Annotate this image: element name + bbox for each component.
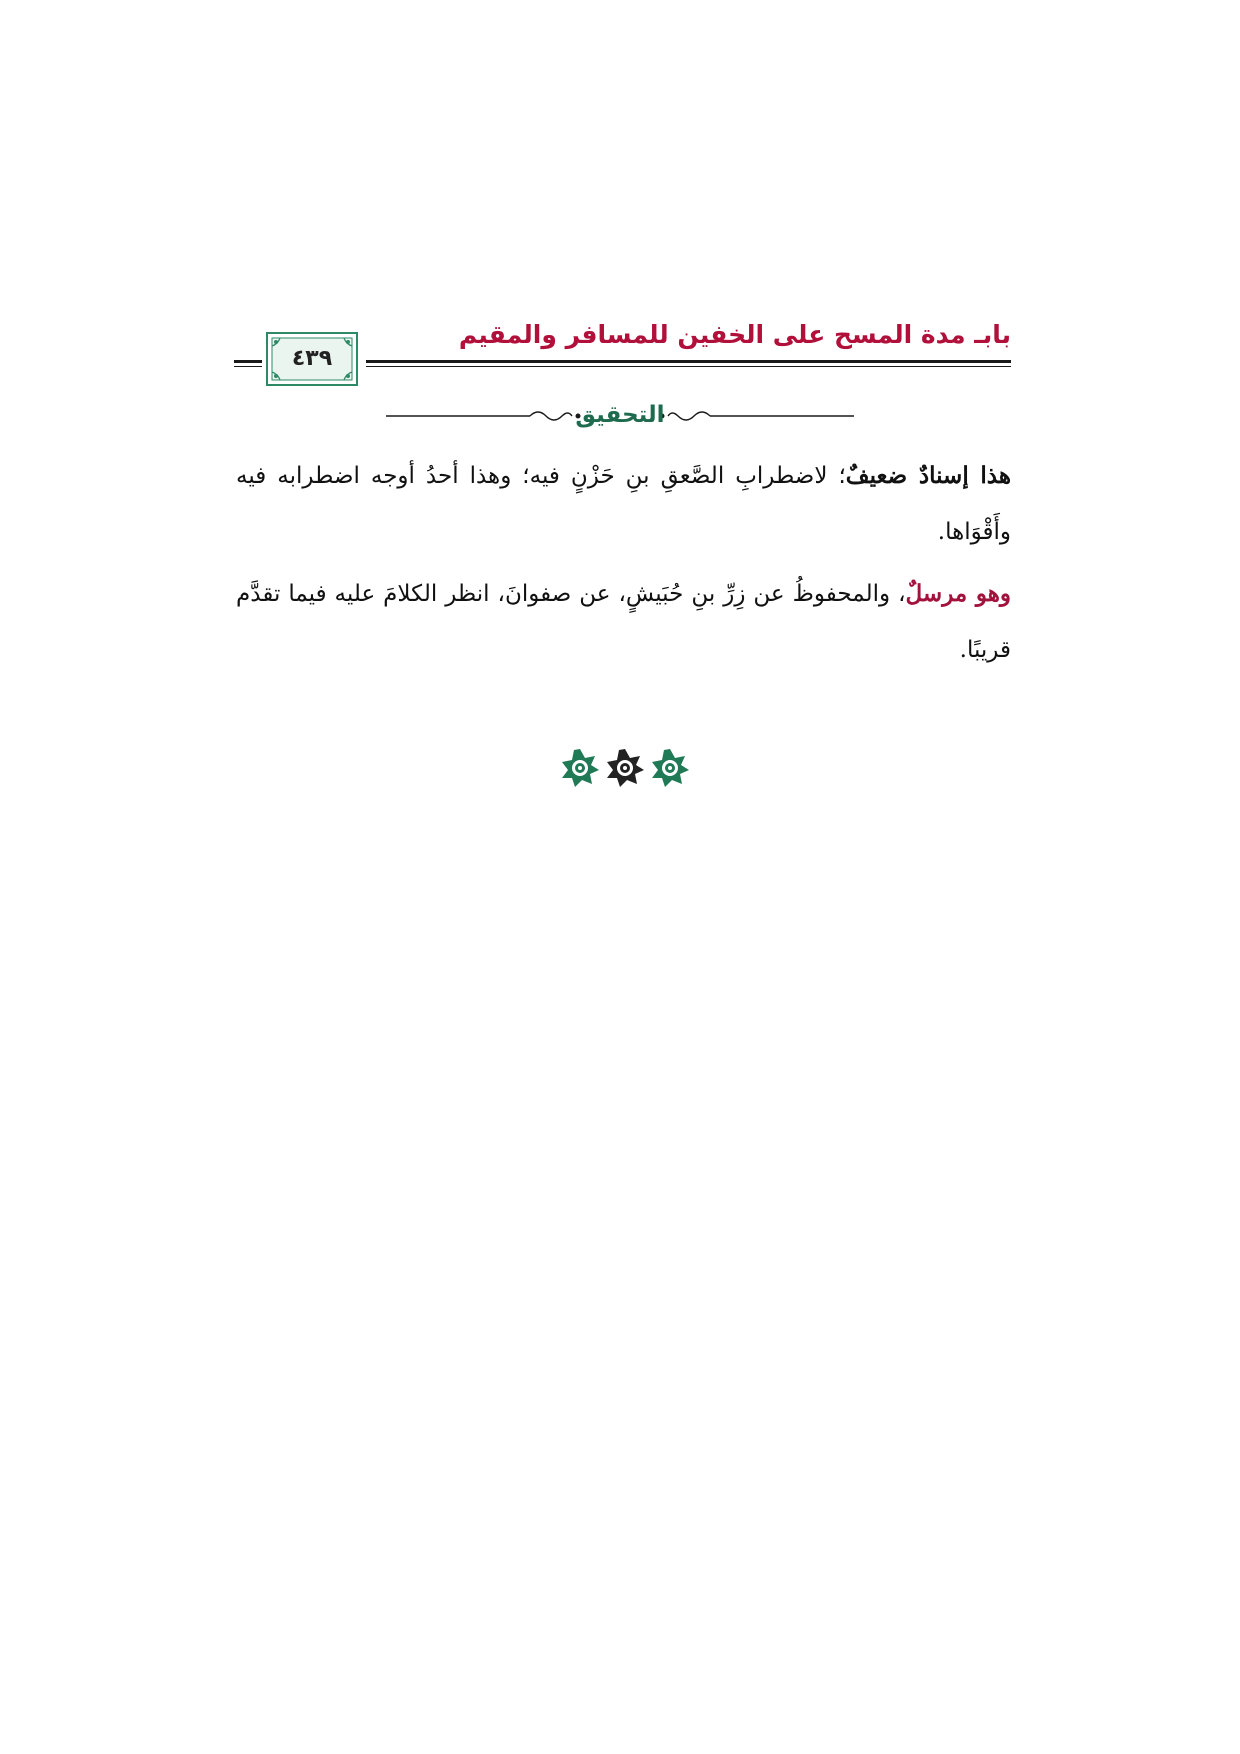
- section-end-ornaments: [560, 748, 690, 792]
- flower-ornament-icon: [560, 748, 600, 788]
- header-rule-thin: [366, 366, 1011, 367]
- paragraph-lead: هذا إسنادٌ ضعيفٌ: [845, 462, 1011, 489]
- header-rule-left-thick: [234, 360, 262, 363]
- section-heading: [380, 398, 860, 434]
- page-header: [234, 318, 1011, 390]
- paragraph: [236, 566, 1011, 678]
- header-rule-thick: [366, 360, 1011, 363]
- paragraph: [236, 448, 1011, 560]
- flower-ornament-icon: [650, 748, 690, 788]
- paragraph-text: ؛ لاضطرابِ الصَّعقِ بنِ حَزْنٍ فيه؛ وهذا أحدُ أوجه اضطرابه فيه وأَقْوَاها.: [236, 463, 1011, 545]
- flower-ornament-icon: [605, 748, 645, 788]
- section-title: التحقيق: [575, 402, 665, 428]
- page-number: ٤٣٩: [291, 346, 333, 371]
- chapter-title: بابـ مدة المسح على الخفين للمسافر والمقيم: [458, 320, 1011, 349]
- paragraph-text: ، والمحفوظُ عن زِرِّ بنِ حُبَيشٍ، عن صفوانَ، انظر الكلامَ عليه فيما تقدَّم قريبًا.: [236, 581, 1011, 663]
- page-number-frame: [266, 332, 358, 386]
- commentary-body: [236, 448, 1011, 684]
- header-rule-left-thin: [234, 366, 262, 367]
- paragraph-lead-highlight: وهو مرسلٌ: [905, 580, 1012, 607]
